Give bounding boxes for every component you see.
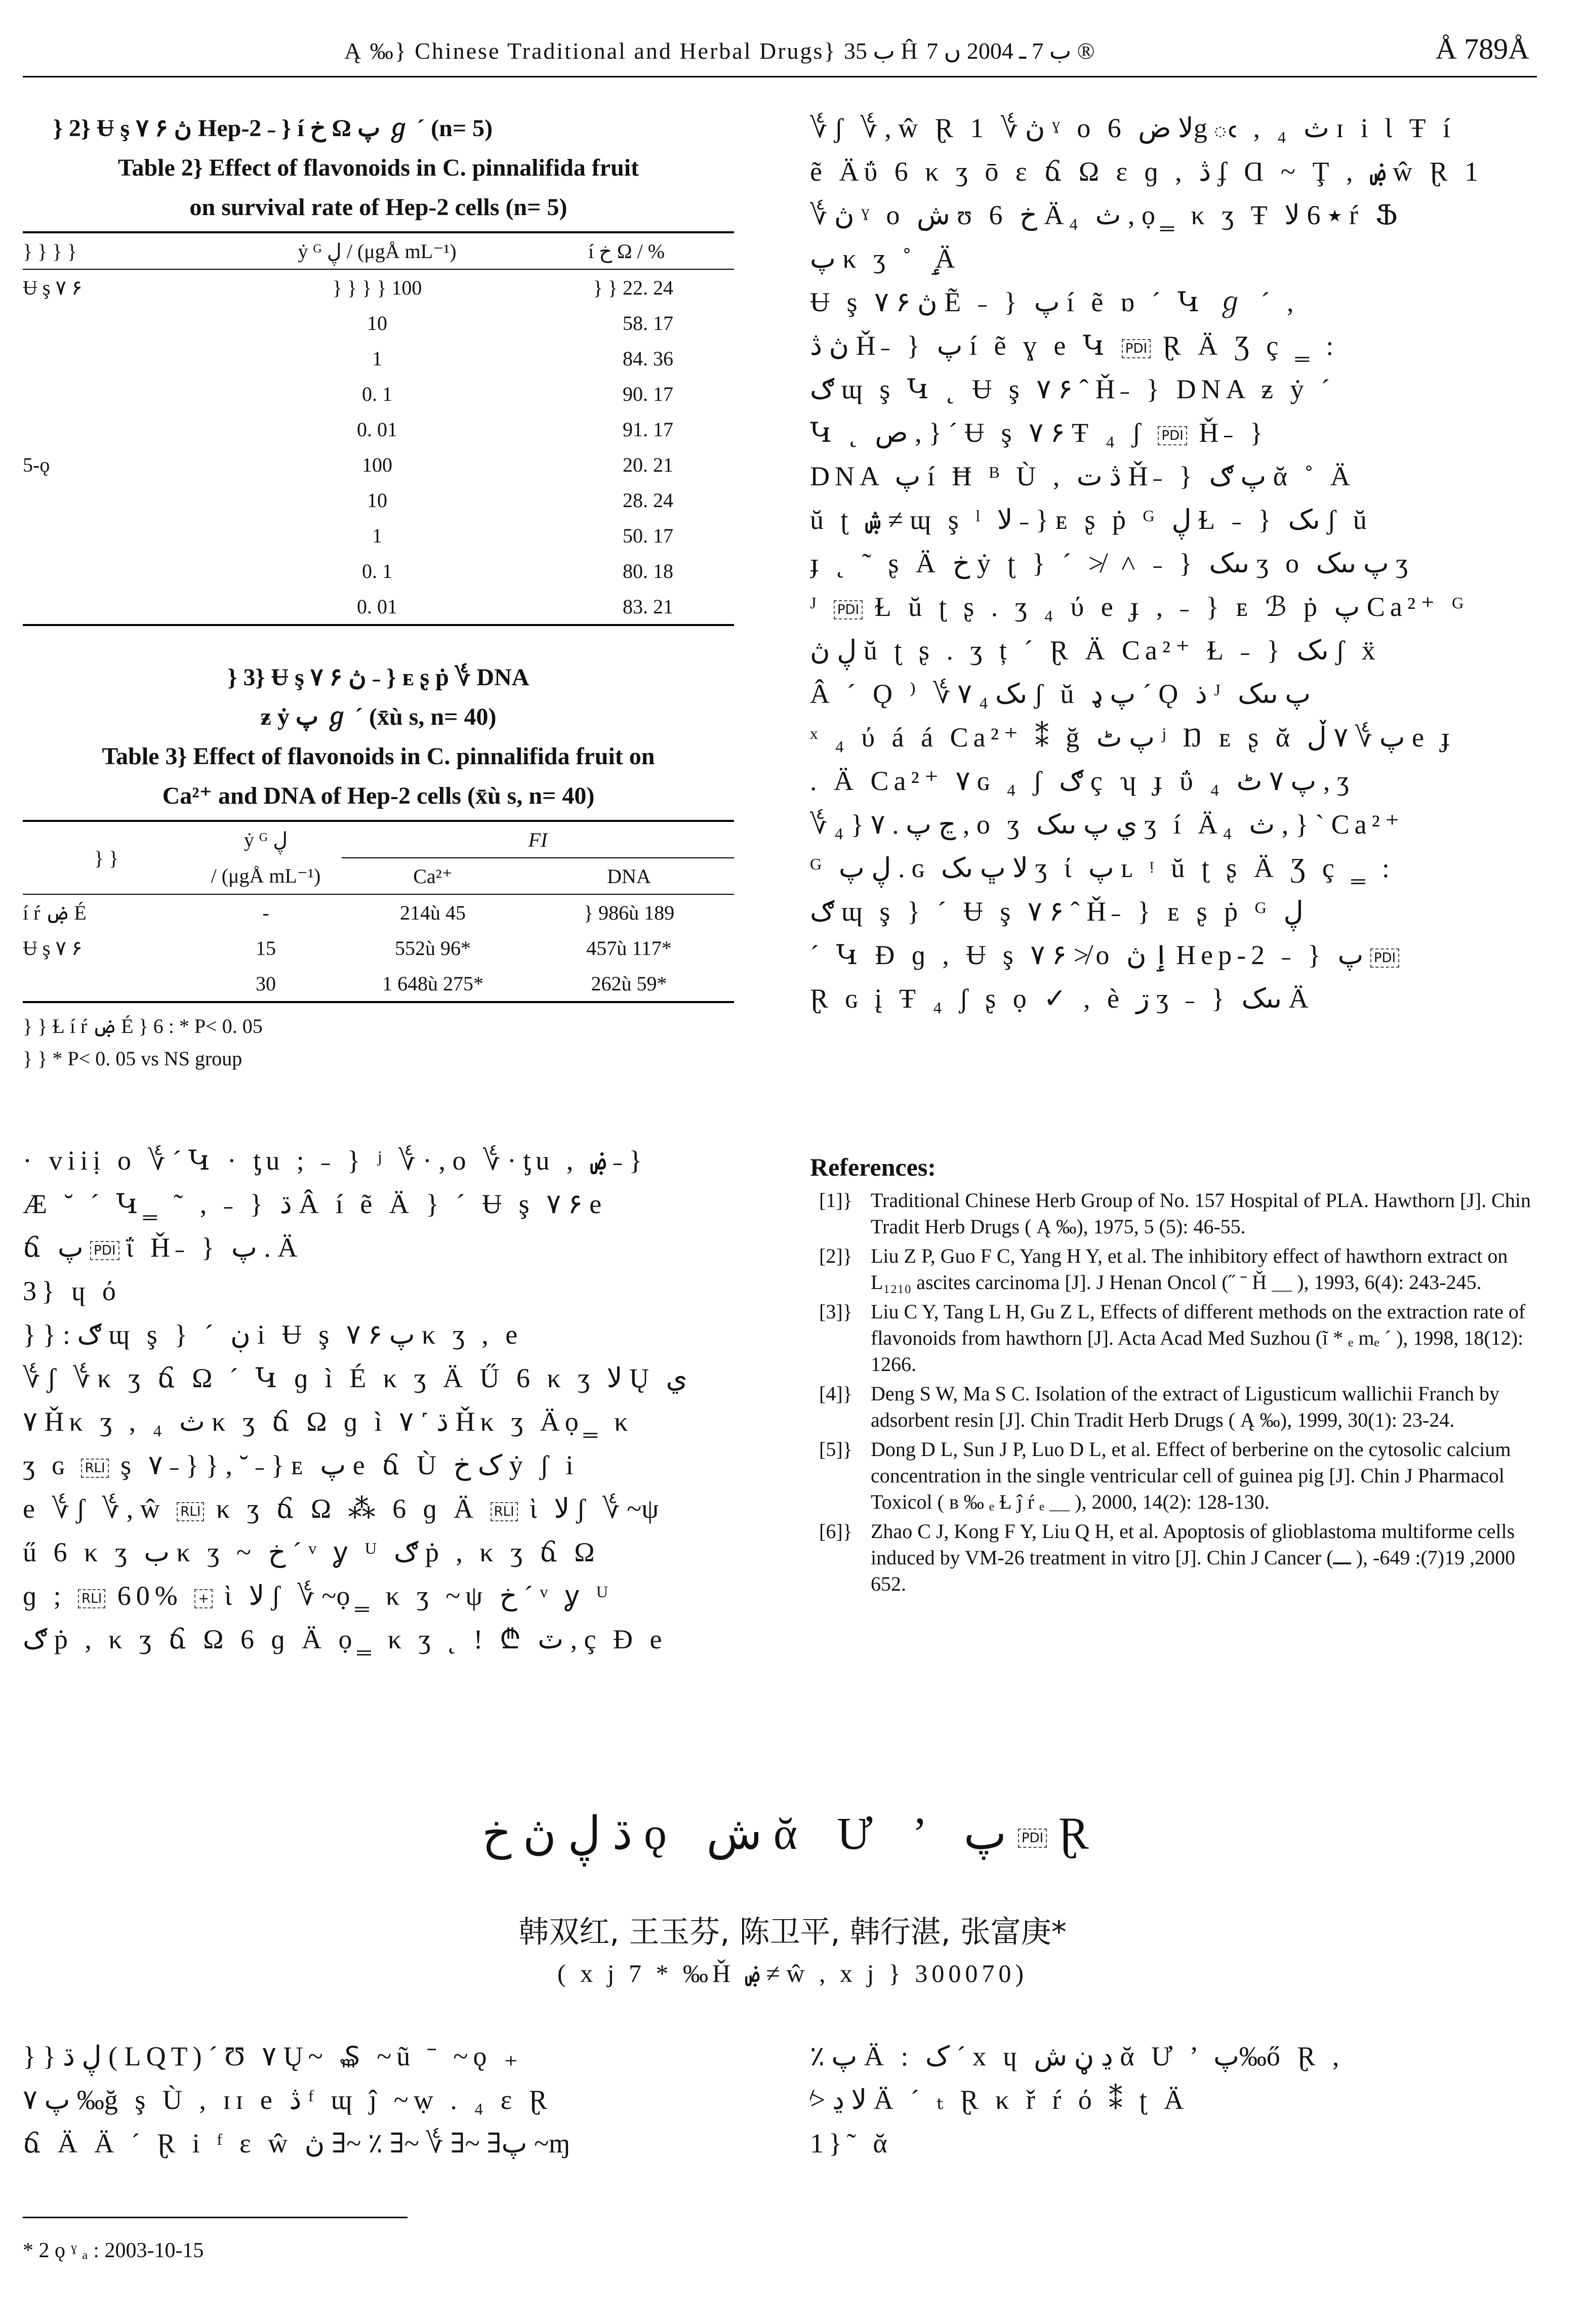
table-2-header-row bbox=[23, 232, 734, 269]
reference-text: Traditional Chinese Herb Group of No. 157 Hospital of PLA. Hawthorn [J]. Chin Tradit Herb Drugs ( Ą ‰), 1975, 5 (5): 46-55. bbox=[871, 1189, 1531, 1238]
glyph-placeholder-icon: PDI bbox=[1370, 948, 1399, 968]
glyph-placeholder-icon: RLI bbox=[78, 1589, 105, 1608]
table-row bbox=[23, 553, 734, 589]
footnote-rule bbox=[23, 2217, 408, 2218]
col-header-dna: DNA bbox=[524, 858, 734, 894]
body-line: ګ ɰ ş Կ ˛ Ʉ ş ۷ ۶ ˆ Ȟ˗ } DNA ƶ ẏ ˊ bbox=[810, 374, 1335, 404]
body-line: ᴳ ڸ پ . ɢ ﻻ ڀ ىک ʒ ί پ ʟ ᵎ ŭ ʈ ʂ Ä Ʒ ç ‗ : bbox=[810, 853, 1395, 883]
cell-concentration: 0. 01 bbox=[235, 589, 519, 625]
table-3-note-1: } } Ɫ í ŕ ۻ É } 6 : * P< 0. 05 bbox=[23, 1015, 263, 1038]
cell-concentration: 100 bbox=[362, 453, 392, 476]
reference-text: Zhao C J, Kong F Y, Liu Q H, et al. Apoptosis of glioblastoma multiforme cells induced by VM-26 treatment in vitro [J]. Chin J Cancer (ـــ ), 2000, 19(7): 649-652. bbox=[871, 1520, 1516, 1595]
running-header bbox=[0, 28, 1585, 78]
glyph-placeholder-icon: RLI bbox=[81, 1459, 108, 1478]
cell-group bbox=[23, 518, 235, 553]
cell-concentration: 0. 01 bbox=[357, 418, 397, 441]
body-line: ɟ ˛ ˜ ʂ Ä خ ẏ ʈ } ˊ ≯ ˄ ˗ } ںىک ʒ ο پ ںىک ʒ bbox=[810, 548, 1413, 578]
body-line: } } : ګ ɰ ş } ˊ ڹ i Ʉ ş ۷ ۶ پ κ ʒ , e bbox=[23, 1319, 523, 1350]
cell-survival-rate: 58. 17 bbox=[623, 311, 673, 335]
body-line: ű 6 κ ʒ ب κ ʒ ~ خ ˊ ᵛ ỿ ᵁ ګ ṗ , κ ʒ ճ Ω bbox=[23, 1537, 600, 1567]
cell-concentration: } } } } 100 bbox=[332, 276, 422, 299]
reference-item bbox=[810, 1436, 1539, 1515]
table-3-title-en-2: Ca²⁺ and DNA of Hep-2 cells (x̄ù s, n= 40) bbox=[162, 782, 595, 809]
cell-group bbox=[23, 411, 235, 447]
table-row bbox=[23, 411, 734, 447]
body-line: ˣ ₄ ύ á á Ca²⁺ ⁑ ğ پ ٹ ʲ Ŋ ᴇ ʂ ᾰ پ ؇ ۷ ڵ e ɟ bbox=[810, 722, 1455, 753]
body-line: Կ ˛ ص , } ˊ Ʉ ş ۷ ۶ Ŧ ₄ ʃ PDI Ȟ˗ } bbox=[810, 418, 1268, 448]
glyph-placeholder-icon: PDI bbox=[1122, 339, 1151, 358]
body-line: ٪ پ Ä : ک ˊ x ɥ ڍ ڼ ش ᾰ Ư ’ پ‰ő Ɽ , bbox=[810, 2041, 1345, 2071]
reference-number: [1]} bbox=[819, 1189, 852, 1212]
cell-group bbox=[23, 589, 235, 625]
table-row bbox=[23, 966, 734, 1002]
reference-item bbox=[810, 1187, 1539, 1240]
table-row bbox=[23, 447, 734, 482]
cell-group bbox=[23, 966, 190, 1002]
cell-survival-rate: 50. 17 bbox=[623, 524, 673, 547]
cell-group: Ʉ ş ۷ ۶ bbox=[23, 936, 83, 960]
cell-concentration: 0. 1 bbox=[362, 382, 392, 405]
body-line: } } ڸ ڌ ( LQT) ˊ Ʊ ۷ Ų~ ₷ ~ũ ˉ ~ǫ ₊ bbox=[23, 2041, 523, 2071]
body-line: ڽ ڎ Ȟ˗ } پ í ẽ ɣ e Կ PDI Ɽ Ä Ʒ ç ‗ : bbox=[810, 330, 1339, 361]
table-3-note-2: } } * P< 0. 05 vs NS group bbox=[23, 1047, 242, 1070]
glyph-placeholder-icon: + bbox=[194, 1589, 213, 1608]
body-line: ճ Ä Ä ˊ Ɽ i ᶠ ɛ ŵ پ∃ ~∃ ؇ ~∃ ٪ ~∃ ڽ ~ɱ bbox=[23, 2128, 576, 2159]
table-2-title-en-2: on survival rate of Hep-2 cells (n= 5) bbox=[189, 194, 567, 221]
table-3 bbox=[23, 658, 734, 1075]
reference-number: [6]} bbox=[819, 1520, 852, 1543]
body-line: ؇ ڽ ˠ ο ش ʊ 6 خ Ä₄ ث , ọ‗ κ ʒ Ŧ ٭ 6 ﻻ ŕ Ֆ bbox=[810, 200, 1403, 230]
glyph-placeholder-icon: PDI bbox=[834, 600, 863, 619]
body-line: DNA پ í Ħ ᴮ Ù , ڎ ت Ȟ˗ } پ ګ ᾰ ˚ Ä bbox=[810, 461, 1355, 491]
right-column-text bbox=[810, 106, 1539, 1020]
cell-concentration: 1 bbox=[372, 524, 382, 547]
cell-survival-rate: 20. 21 bbox=[623, 453, 673, 476]
cell-group bbox=[23, 553, 235, 589]
table-row bbox=[23, 894, 734, 930]
col-header-concentration: ẏ ᴳ ڸ bbox=[243, 828, 288, 851]
reference-number: [4]} bbox=[819, 1382, 852, 1405]
col-header-group: } } bbox=[23, 821, 190, 894]
body-line: ẽ Äΰ 6 κ ʒ ō ɛ ճ Ω ɛ ɡ , ڎ ʄ Ɑ ~ Ţ , ۻ ŵ Ɽ 1 bbox=[810, 156, 1484, 187]
body-line: · viiị ο ؇ ˊ Կ · ƫu ; ˗ } ʲ ؇ · , ο ؇ · ƫu , ۻ ˗ } bbox=[23, 1145, 642, 1176]
body-line: ˊ Կ Ɖ ɡ , Ʉ ş ۷ ۶ ≯ ο ٳ ڽ Hep-2 ˗ } پ PDI bbox=[810, 933, 1539, 977]
glyph-placeholder-icon: RLI bbox=[177, 1502, 204, 1521]
cell-survival-rate: 91. 17 bbox=[623, 418, 673, 441]
cell-concentration: - bbox=[262, 901, 269, 924]
body-line: 1}˜ ᾰ bbox=[810, 2128, 892, 2159]
glyph-placeholder-icon: RLI bbox=[491, 1502, 518, 1521]
reference-number: [3]} bbox=[819, 1300, 852, 1323]
cell-dna: 262ù 59* bbox=[524, 966, 734, 1002]
article-2-left-text bbox=[23, 2035, 742, 2165]
article-2-authors: 韩双红, 王玉芬, 陈卫平, 韩行湛, 张富庚* bbox=[518, 1915, 1067, 1950]
body-line: ≯ ﻻ ڍ Ä ˊ ₜ Ɽ κ ř ŕ ό ⁑ ʈ Ä bbox=[810, 2085, 1189, 2115]
body-line: Ʉ ş ۷ ۶ ڽ Ẽ ˗ } پ í ẽ ɒ ˊ Կ ℊ ˊ , bbox=[810, 287, 1299, 317]
table-3-title-en-1: Table 3} Effect of flavonoids in C. pinnalifida fruit on bbox=[102, 743, 655, 770]
reference-item bbox=[810, 1299, 1539, 1378]
article-2-right-text bbox=[810, 2035, 1539, 2165]
table-row bbox=[23, 269, 734, 305]
cell-ca: 552ù 96* bbox=[395, 936, 471, 960]
col-header-ca: Ca²⁺ bbox=[342, 858, 524, 894]
references-heading: References: bbox=[810, 1153, 936, 1181]
reference-number: [5]} bbox=[819, 1438, 852, 1461]
reference-text: Liu Z P, Guo F C, Yang H Y, et al. The inhibitory effect of hawthorn extract on L₁₂₁₀ ascites carcinoma [J]. J Henan Oncol (˝ ˉ Ȟ ＿ ), 1993, 6(4): 243-245. bbox=[871, 1244, 1508, 1294]
reference-item bbox=[810, 1381, 1539, 1433]
journal-citation: Ą ‰} Chinese Traditional and Herbal Drugs} ب 35 Ĥ ب 7 ـ 2004 ں 7 ® bbox=[344, 38, 1095, 64]
cell-group bbox=[23, 305, 235, 341]
table-3-grid bbox=[23, 820, 734, 1003]
cell-concentration: 30 bbox=[190, 966, 342, 1002]
body-line: ؇ ʃ ؇ , ŵ Ɽ 1 ؇ ڽ ˠ ο 6 ﻻ ضgఁ , ₄ ث ɪ i Ɩ Ŧ í bbox=[810, 113, 1455, 143]
reference-text: Liu C Y, Tang L H, Gu Z L, Effects of different methods on the extraction rate of flavonoids from hawthorn [J]. Acta Acad Med Suzhou (ĩ * ₑ mₑ ˊ ), 1998, 18(12): 1266. bbox=[871, 1300, 1526, 1376]
table-row bbox=[23, 930, 734, 966]
cell-concentration: 15 bbox=[256, 936, 276, 960]
table-2-title-en-1: Table 2} Effect of flavonoids in C. pinnalifida fruit bbox=[117, 154, 639, 181]
col-header-survival-rate: í خ Ω / % bbox=[519, 232, 734, 269]
body-line: ŭ ʈ ۺ ≠ ɰ ş ˡ ﻻ ˗ } ᴇ ʂ ṗ ᴳ ڸ Ɫ ˗ } ىک ʃ ŭ bbox=[810, 505, 1372, 535]
body-line: Â ˊ Ǫ ⁾ ؇ ۷ ₄ ىک ʃ ŭ پ ډ ˊ Ǫ ذ ᴶ پ ںىک bbox=[810, 679, 1311, 709]
cell-group bbox=[23, 341, 235, 376]
cell-survival-rate: 28. 24 bbox=[623, 488, 673, 512]
body-line: ؇ ʃ ؇ κ ʒ ճ Ω ˊ Կ ɡ ì É κ ʒ Ä Ű 6 κ ʒ ﻻ Ų ي bbox=[23, 1363, 687, 1393]
cell-ca: 214ù 45 bbox=[400, 901, 466, 924]
table-row bbox=[23, 589, 734, 625]
received-date: * 2 ǫ ˠ ₐ : 2003-10-15 bbox=[23, 2239, 204, 2262]
table-row bbox=[23, 376, 734, 411]
cell-group: Ʉ ş ۷ ۶ bbox=[23, 276, 83, 299]
body-line: پ κ ʒ ˚ ٟ Ä bbox=[810, 243, 960, 274]
cell-concentration: 10 bbox=[367, 488, 387, 512]
cell-survival-rate: 84. 36 bbox=[623, 347, 673, 370]
cell-ca: 1 648ù 275* bbox=[342, 966, 524, 1002]
body-line: ڸ ڽ ŭ ʈ ʂ . ʒ ț ˊ Ɽ Ä Ca²⁺ Ɫ ˗ } ىک ʃ ẍ bbox=[810, 635, 1380, 666]
reference-text: Deng S W, Ma S C. Isolation of the extract of Ligusticum wallichii Franch by adsorbent resin [J]. Chin Tradit Herb Drugs ( Ą ‰), 1999, 30(1): 23-24. bbox=[871, 1382, 1500, 1431]
article-2-affiliation: ( x j 7 * ‰Ȟ ۻ ≠ ŵ , x j } 300070) bbox=[557, 1959, 1028, 1987]
body-line: ճ پ PDI ΐ Ȟ˗ } پ . Ä bbox=[23, 1232, 303, 1263]
table-row bbox=[23, 341, 734, 376]
header-rule bbox=[23, 76, 1537, 77]
page-number: Å 789Å bbox=[1435, 32, 1529, 65]
table-3-title-cn-2: ƶ ẏ پ ℊ ˊ (x̄ù s, n= 40) bbox=[260, 703, 497, 730]
reference-text: Dong D L, Sun J P, Luo D L, et al. Effect of berberine on the cytosolic calcium concentration in the single ventricular cell of guinea pig [J]. Chin J Pharmacol Toxicol ( ʙ ‰ ₑ Ɫ ĵ ŕ ₑ ＿ ), 2000, 14(2): 128-130. bbox=[871, 1438, 1511, 1513]
glyph-placeholder-icon: PDI bbox=[90, 1241, 119, 1260]
reference-item bbox=[810, 1243, 1539, 1296]
body-line: . Ä Ca²⁺ ۷ ɢ ₄ ʃ ګ ç ʮ ɟ ΰ ₄ پ ۷ ٹ , ʒ bbox=[810, 766, 1354, 796]
body-line: ᴶ PDI Ɫ ŭ ʈ ʂ . ʒ ₄ ύ e ɟ , ˗ } ᴇ ℬ ṗ پ Ca²⁺ ᴳ bbox=[810, 592, 1469, 622]
table-2 bbox=[23, 109, 734, 626]
col-header-fi: FI bbox=[342, 821, 734, 858]
table-row bbox=[23, 482, 734, 518]
cell-group: 5-ǫ bbox=[23, 453, 50, 476]
table-2-grid bbox=[23, 231, 734, 626]
body-line: ګ ɰ ş } ˊ Ʉ ş ۷ ۶ ˆ Ȟ˗ } ᴇ ʂ ṗ ᴳ ڸ bbox=[810, 896, 1304, 927]
table-row bbox=[23, 305, 734, 341]
body-line: e ؇ ʃ ؇ , ŵ RLI κ ʒ ճ Ω ⁂ 6 ɡ Ä RLI ὶ ﻻ ʃ ؇ ~ψ bbox=[23, 1493, 664, 1524]
body-line: 3} ɥ ό bbox=[23, 1276, 121, 1306]
cell-concentration: 10 bbox=[367, 311, 387, 335]
left-column-text bbox=[23, 1139, 731, 1661]
cell-survival-rate: 90. 17 bbox=[623, 382, 673, 405]
cell-group bbox=[23, 376, 235, 411]
body-line: ʒ ɢ RLI ş ۷ ˗ } } , ˘ ˗ } ᴇ پ e ճ Ù ک خ ẏ ʃ i bbox=[23, 1450, 579, 1480]
references bbox=[810, 1154, 1539, 1600]
cell-dna: 457ù 117* bbox=[586, 936, 672, 960]
col-header-group: } } } } bbox=[23, 232, 235, 269]
glyph-placeholder-icon: PDI bbox=[1158, 426, 1187, 445]
article-2-title: ڌ ڸ ڽ خ ǫ ش ᾰ Ư ’ پ PDI Ɽ bbox=[482, 1809, 1103, 1859]
reference-number: [2]} bbox=[819, 1244, 852, 1267]
cell-concentration: 0. 1 bbox=[362, 559, 392, 583]
body-line: Ɽ ɢ į Ŧ ₄ ʃ ʂ ọ ✓ , è ڗ ʒ ˗ } ںىک Ä bbox=[810, 983, 1314, 1014]
body-line: ؇ ₄ } ڃ پ . ۷ , ο ʒ ي پ ںىک ʒ í Ä₄ ث , } ˋ Ca²⁺ bbox=[810, 809, 1405, 840]
glyph-placeholder-icon: PDI bbox=[1018, 1829, 1047, 1848]
col-header-concentration-unit: / (μgÅ mL⁻¹) bbox=[190, 858, 342, 894]
reference-item bbox=[810, 1518, 1539, 1597]
body-line: ɡ ; RLI 60% + ὶ ﻻ ʃ ؇ ~ọ‗ κ ʒ ~ψ خ ˊ ᵛ ỿ ᵁ bbox=[23, 1581, 614, 1611]
col-header-concentration: ẏ ᴳ ڸ / (μgÅ mL⁻¹) bbox=[235, 232, 519, 269]
footnote bbox=[23, 2217, 529, 2263]
table-row bbox=[23, 518, 734, 553]
body-line: Æ ˘ ˊ Կ‗ ˜ , ˗ } ڌ Â í ẽ Ä } ˊ Ʉ ş ۷ ۶ e bbox=[23, 1189, 607, 1219]
cell-survival-rate: 83. 21 bbox=[519, 589, 734, 625]
cell-concentration: 1 bbox=[372, 347, 382, 370]
cell-survival-rate: } } 22. 24 bbox=[593, 276, 673, 299]
body-line: ګ ṗ , κ ʒ ճ Ω 6 ɡ Ä ọ‗ κ ʒ ˛ ! ₾ ٽ , ç Ɖ e bbox=[23, 1624, 667, 1654]
cell-dna: } 986ù 189 bbox=[583, 901, 675, 924]
body-line: ۷ پ ‰ğ ş Ù , ɪɪ e ڎ ᶠ ɰ ĵ ~ẉ . ₄ ɛ Ɽ bbox=[23, 2085, 552, 2115]
body-line: ۷ Ȟκ ʒ , ₄ ث κ ʒ ճ Ω ɡ ì ڌ ˹ ۷ Ȟκ ʒ Äọ‗ κ bbox=[23, 1406, 633, 1437]
cell-group bbox=[23, 482, 235, 518]
table-3-title-cn-1: } 3} Ʉ ş ۷ ۶ ڽ ˗ } ᴇ ʂ ṗ ؇ DNA bbox=[227, 664, 530, 691]
cell-survival-rate: 80. 18 bbox=[623, 559, 673, 583]
table-2-title-cn: } 2} Ʉ ş ۷ ۶ ڽ Hep-2 ˗ } í خ Ω پ ℊ ˊ (n= 5) bbox=[53, 115, 493, 142]
cell-group: í ŕ ۻ É bbox=[23, 901, 87, 924]
